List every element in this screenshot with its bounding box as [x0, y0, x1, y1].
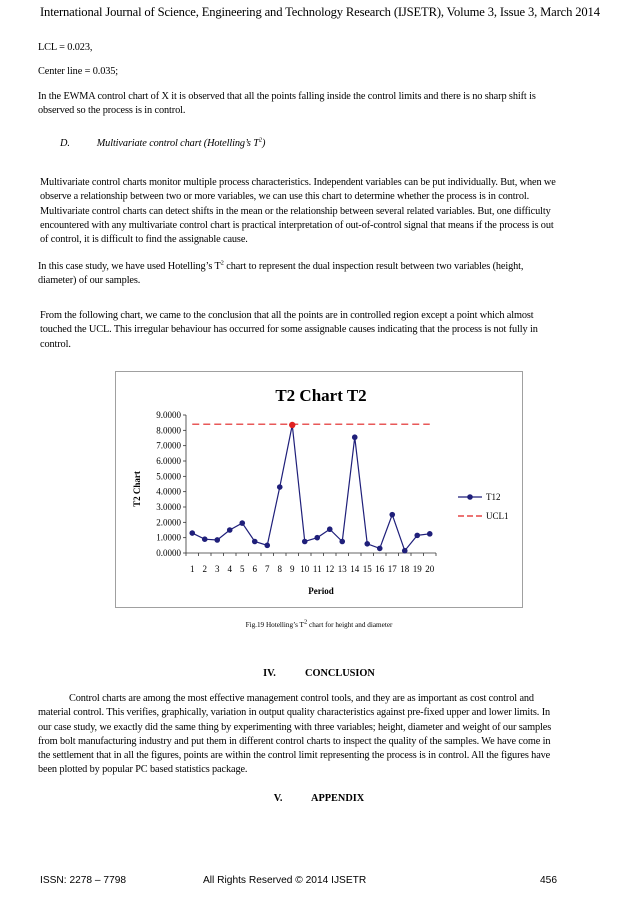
y-tick-label: 6.0000	[156, 456, 181, 466]
para3-line: touched the UCL. This irregular behaviour has occurred for some assignable causes indicating that the process is not fully in	[40, 324, 538, 336]
t12-data-point	[402, 548, 408, 554]
journal-header: International Journal of Science, Engineering and Technology Research (IJSETR), Volume 3, Issue 3, March 2014	[40, 5, 600, 19]
x-tick-label: 7	[265, 564, 270, 574]
y-tick-label: 1.0000	[156, 532, 181, 543]
t12-data-point	[364, 541, 370, 547]
y-tick-label: 8.0000	[156, 425, 181, 436]
case-study-paragraph	[38, 260, 598, 289]
multivariate-paragraph	[40, 176, 600, 247]
conclusion-title: CONCLUSION	[305, 668, 375, 679]
x-tick-label: 15	[362, 564, 372, 574]
conclusion-line: material control. This verifies, graphically, variation in output quality characteristics against pre-fixed upper and lower limits. In	[38, 707, 551, 719]
t12-data-point	[277, 484, 283, 490]
t12-data-point	[264, 543, 270, 549]
x-tick-label: 11	[312, 564, 322, 574]
y-tick-label: 0.0000	[156, 548, 181, 558]
x-tick-label: 20	[425, 564, 435, 574]
caption-pre: Fig.19 Hotelling’s T	[245, 621, 304, 629]
t12-data-point	[389, 512, 395, 518]
caption-post: chart for height and diameter	[307, 621, 393, 629]
x-tick-label: 14	[350, 564, 360, 574]
t12-data-point	[189, 530, 195, 536]
footer-issn: ISSN: 2278 – 7798	[40, 875, 127, 886]
x-tick-label: 19	[412, 564, 422, 574]
t12-data-point	[414, 533, 420, 539]
conclusion-line: been plotted by popular PC based statistics package.	[38, 764, 248, 776]
x-tick-label: 16	[375, 564, 385, 574]
t12-data-point	[202, 536, 208, 542]
para3-line: From the following chart, we came to the conclusion that all the points are in controlled region except a point which almost	[40, 310, 534, 321]
para1-line: Multivariate control charts monitor multiple process characteristics. Independent variables can be put individually. But, when we	[40, 177, 556, 188]
footer-page-number: 456	[540, 875, 557, 886]
x-axis-label: Period	[308, 586, 334, 596]
y-tick-label: 3.0000	[156, 502, 181, 512]
ewma-line-2: observed so the process is in control.	[38, 105, 186, 117]
x-tick-label: 18	[400, 564, 410, 574]
section-d-heading	[60, 137, 620, 151]
y-tick-label: 4.0000	[156, 486, 181, 497]
section-d-sup: 2	[258, 136, 262, 144]
conclusion-line: Control charts are among the most effective management control tools, and they are as important as cost control and	[69, 693, 534, 704]
t2-chart-frame	[115, 371, 523, 608]
para3-line: control.	[40, 338, 71, 350]
y-tick-label: 2.0000	[156, 517, 181, 528]
figure-caption	[0, 618, 638, 629]
conclusion-chart-paragraph	[40, 309, 600, 352]
t12-data-point	[327, 526, 333, 532]
t12-data-point	[352, 434, 358, 440]
t12-data-point	[314, 535, 320, 541]
para2-sup: 2	[220, 259, 224, 267]
section-d-title: Multivariate control chart (Hotelling’s T	[96, 138, 259, 149]
para2-pre: In this case study, we have used Hotelling’s T	[38, 261, 221, 272]
appendix-number: V.	[273, 793, 283, 804]
ewma-paragraph	[38, 90, 598, 119]
chart-legend	[458, 492, 509, 521]
x-tick-label: 3	[215, 564, 220, 574]
t12-data-point	[239, 520, 245, 526]
y-tick-label: 9.0000	[156, 410, 181, 420]
conclusion-line: our case study, we exactly did the same thing by experimenting with three variables; height, diameter and weight of our samples	[38, 721, 552, 733]
conclusion-line: the settlement that in all the figures, points are within the control limit representing the process is in control. All the figures have	[38, 750, 551, 762]
t12-data-point	[289, 422, 295, 428]
appendix-heading	[0, 793, 638, 804]
conclusion-heading	[0, 668, 638, 679]
t12-data-point	[252, 539, 258, 545]
y-axis-label: T2 Chart	[132, 471, 142, 507]
para1-line: encountered with any multivariate control chart is practical interpretation of out-of-control signal that means if the process is out	[40, 219, 554, 231]
x-tick-label: 10	[300, 564, 310, 574]
x-tick-label: 2	[202, 564, 207, 574]
caption-sup: 2	[303, 618, 308, 626]
legend-t12-marker	[467, 494, 473, 500]
para1-line: observe a relationship between two or more variables, we can use this chart to determine whether the process is in control.	[40, 191, 530, 203]
center-line-text: Center line = 0.035;	[38, 66, 119, 77]
para1-line: of control, it is difficult to find the assignable cause.	[40, 234, 248, 246]
section-d-close: )	[261, 138, 266, 149]
t12-data-point	[377, 546, 383, 552]
ewma-line-1: In the EWMA control chart of X it is observed that all the points falling inside the control limits and there is no sharp shift is	[38, 91, 536, 102]
x-tick-label: 17	[387, 564, 397, 574]
section-d-letter: D.	[60, 138, 70, 149]
t2-chart	[116, 372, 522, 607]
x-tick-label: 6	[252, 564, 257, 574]
t12-data-point	[427, 531, 433, 537]
lcl-text: LCL = 0.023,	[38, 42, 93, 53]
para2-post: chart to represent the dual inspection result between two variables (height,	[223, 261, 524, 272]
conclusion-paragraph	[38, 692, 598, 778]
x-tick-label: 9	[290, 564, 295, 574]
t12-data-point	[227, 527, 233, 533]
conclusion-line: from bolt manufacturing industry and put them in different control charts to inspect the quality of the samples. We have come in	[38, 735, 551, 747]
x-tick-label: 1	[190, 564, 195, 574]
para1-line: Multivariate control charts can detect shifts in the mean or the relationship between several related variables. But, one difficulty	[40, 205, 551, 217]
y-tick-label: 7.0000	[156, 440, 181, 451]
x-tick-label: 5	[240, 564, 245, 574]
y-tick-label: 5.0000	[156, 471, 181, 482]
x-tick-label: 12	[325, 564, 335, 574]
t12-data-point	[339, 539, 345, 545]
chart-title: T2 Chart T2	[275, 386, 367, 405]
legend-t12-label: T12	[486, 492, 501, 502]
conclusion-number: IV.	[263, 668, 276, 679]
legend-ucl1-label: UCL1	[486, 511, 509, 521]
t12-data-point	[302, 539, 308, 545]
para2-line-2: diameter) of our samples.	[38, 275, 141, 287]
x-tick-label: 13	[337, 564, 347, 574]
x-tick-label: 8	[277, 564, 282, 574]
appendix-title: APPENDIX	[311, 793, 365, 804]
footer-rights: All Rights Reserved © 2014 IJSETR	[203, 875, 367, 886]
x-tick-label: 4	[227, 564, 232, 574]
t12-data-point	[214, 537, 220, 543]
